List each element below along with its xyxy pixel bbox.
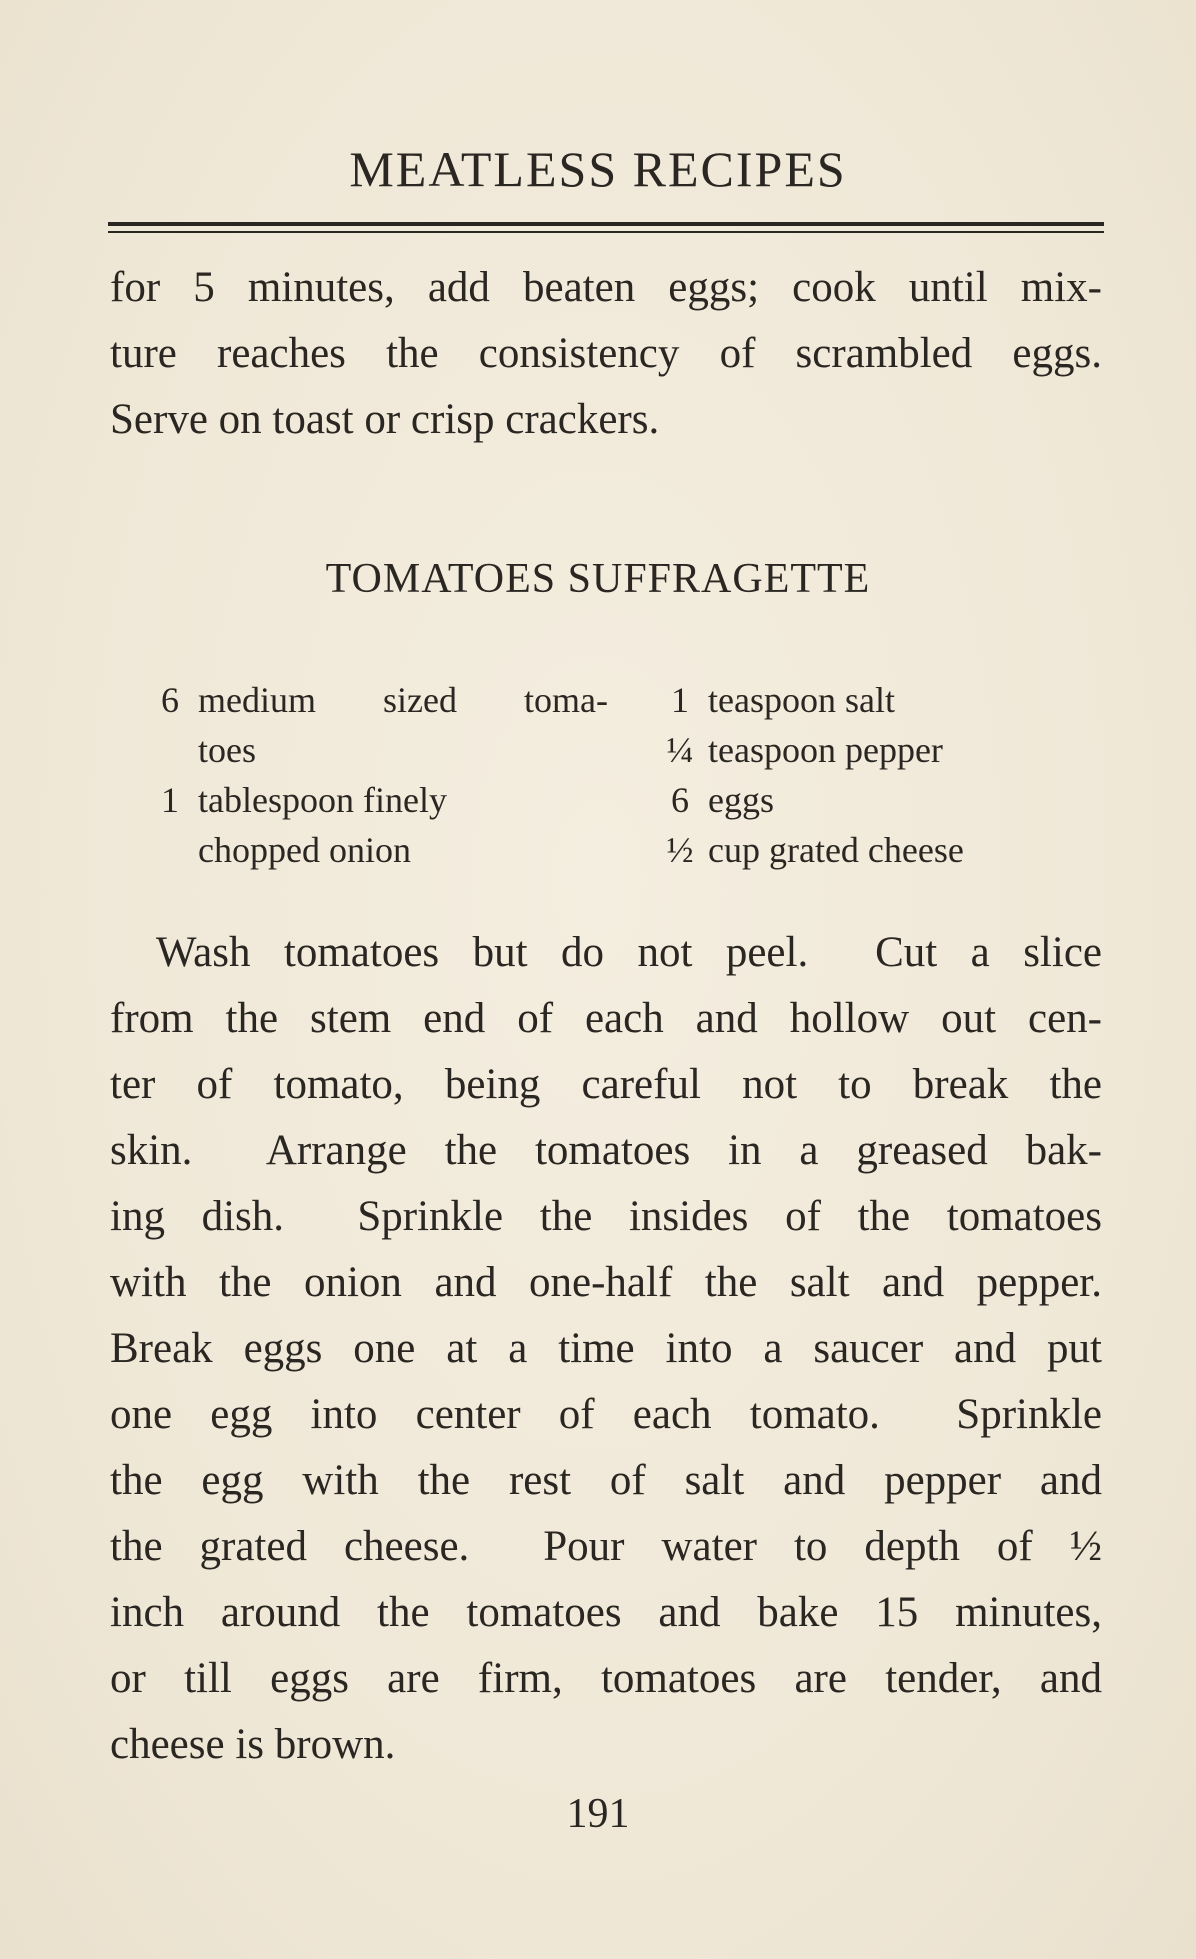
ingredient-quantity: 6 (161, 680, 179, 720)
ingredient-quantity: ¼ (666, 730, 694, 770)
ingredient-row (660, 775, 1080, 825)
ingredient-row (150, 775, 610, 825)
header-rule-thick (108, 222, 1104, 226)
ingredient-row (660, 825, 1080, 875)
text-line: Break eggs one at a time into a saucer and put (110, 1325, 1102, 1372)
text-line: one egg into center of each tomato. Sprinkle (110, 1391, 1102, 1438)
text-line: the grated cheese. Pour water to depth of ½ (110, 1523, 1102, 1570)
ingredient-text: cup grated cheese (708, 830, 964, 870)
running-head: MEATLESS RECIPES (349, 141, 847, 197)
ingredient-quantity: ½ (666, 830, 694, 870)
text-line: with the onion and one-half the salt and pepper. (110, 1259, 1102, 1306)
text-line: the egg with the rest of salt and pepper and (110, 1457, 1102, 1504)
ingredients-right-column (660, 675, 1080, 875)
text-line: Serve on toast or crisp crackers. (110, 396, 660, 443)
ingredient-text: teaspoon pepper (708, 730, 943, 770)
text-line: for 5 minutes, add beaten eggs; cook until mix- (110, 264, 1102, 311)
ingredient-text: medium sized toma- (198, 680, 608, 720)
text-line: ture reaches the consistency of scrambled eggs. (110, 330, 1102, 377)
text-line: inch around the tomatoes and bake 15 minutes, (110, 1589, 1102, 1636)
ingredient-text: teaspoon salt (708, 680, 895, 720)
text-line: ter of tomato, being careful not to break the (110, 1061, 1102, 1108)
text-line: Wash tomatoes but do not peel. Cut a slice (156, 929, 1102, 976)
text-line: or till eggs are firm, tomatoes are tender, and (110, 1655, 1102, 1702)
ingredient-text: tablespoon finely (198, 780, 447, 820)
ingredient-text: chopped onion (198, 830, 411, 870)
text-line: skin. Arrange the tomatoes in a greased bak- (110, 1127, 1102, 1174)
ingredient-row (150, 825, 610, 875)
ingredient-text: toes (198, 730, 256, 770)
method-paragraph (110, 920, 1102, 1778)
text-line: cheese is brown. (110, 1721, 396, 1768)
page-number: 191 (566, 1791, 630, 1837)
ingredient-row (660, 675, 1080, 725)
text-line: ing dish. Sprinkle the insides of the tomatoes (110, 1193, 1102, 1240)
header-rule-thin (108, 231, 1104, 233)
ingredient-text: eggs (708, 780, 774, 820)
text-line: from the stem end of each and hollow out cen- (110, 995, 1102, 1042)
ingredient-row (150, 675, 610, 725)
recipe-title: TOMATOES SUFFRAGETTE (325, 556, 871, 602)
ingredient-row (660, 725, 1080, 775)
ingredient-row (150, 725, 610, 775)
ingredient-quantity: 1 (671, 680, 689, 720)
ingredient-quantity: 6 (671, 780, 689, 820)
ingredient-quantity: 1 (161, 780, 179, 820)
ingredients-left-column (150, 675, 610, 875)
intro-paragraph (110, 255, 1102, 453)
